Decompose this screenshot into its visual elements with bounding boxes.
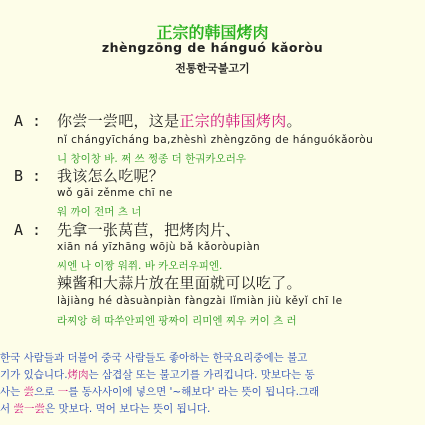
speaker-label: A : [14,112,42,130]
explanation-highlight: 尝 [23,386,35,398]
dialogue-korean: 워 까이 전머 츠 너 [57,206,142,218]
dialogue-chinese-text: 你尝一尝吧，这是 [57,112,180,130]
speaker-label: A : [14,221,42,239]
explanation-text: 를 동사사이에 넣으면 '~해보다' 라는 뜻이 됩니다.그래 [68,386,320,398]
dialogue-chinese-highlight: 正宗的韩国烤肉 [179,112,287,130]
dialogue-chinese: 我该怎么吃呢？ [57,167,165,185]
explanation-text: 서 [0,403,14,415]
explanation-text: 은 맛보다. 먹어 보다는 뜻이 됩니다. [44,403,211,415]
explanation-line [0,401,425,416]
explanation-text: 사는 [0,386,24,398]
dialogue-chinese-text: 。 [286,112,302,130]
dialogue-pinyin: làjiàng hé dàsuànpiàn fàngzài lǐmiàn jiù kěyǐ chī le [57,295,343,307]
dialogue-chinese [57,110,302,131]
explanation-highlight: 尝一尝 [13,403,45,415]
explanation-text: 기가 있습니다. [0,369,68,381]
explanation-highlight: 烤肉 [67,369,89,381]
explanation-text: 으로 [34,386,58,398]
explanation-line: 한국 사람들과 더불어 중국 사람들도 좋아하는 한국요리중에는 불고 [0,352,308,364]
explanation-text: 는 삼겹살 또는 불고기를 가리킵니다. 맛보다는 동 [88,369,315,381]
explanation-line [0,384,425,399]
explanation-line [0,367,425,382]
dialogue-korean: 니 창이창 바. 쩌 쓰 쩡종 더 한궈카오러우 [57,153,246,165]
dialogue-korean: 라찌앙 허 따쑤안피엔 팡짜이 리미엔 찌우 커이 츠 러 [57,315,297,327]
dialogue-chinese: 辣酱和大蒜片放在里面就可以吃了。 [57,274,302,292]
title-pinyin: zhèngzōng de hánguó kǎoròu [101,40,324,55]
speaker-label: B : [14,167,42,185]
dialogue-chinese: 先拿一张莴苣，把烤肉片、 [57,221,241,239]
page-title: 正宗的韩国烤肉 [156,23,269,42]
dialogue-pinyin: xiān ná yīzhāng wōjù bǎ kǎoròupiàn [57,241,261,253]
explanation-highlight: 一 [57,386,69,398]
dialogue-korean: 씨엔 나 이짱 워쮜. 바 카오러우피엔. [57,260,223,272]
title-korean: 전통한국불고기 [175,62,250,75]
dialogue-pinyin: nǐ chángyīcháng ba,zhèshì zhèngzōng de hánguókǎoròu [57,134,374,146]
dialogue-pinyin: wǒ gāi zěnme chī ne [57,187,173,199]
